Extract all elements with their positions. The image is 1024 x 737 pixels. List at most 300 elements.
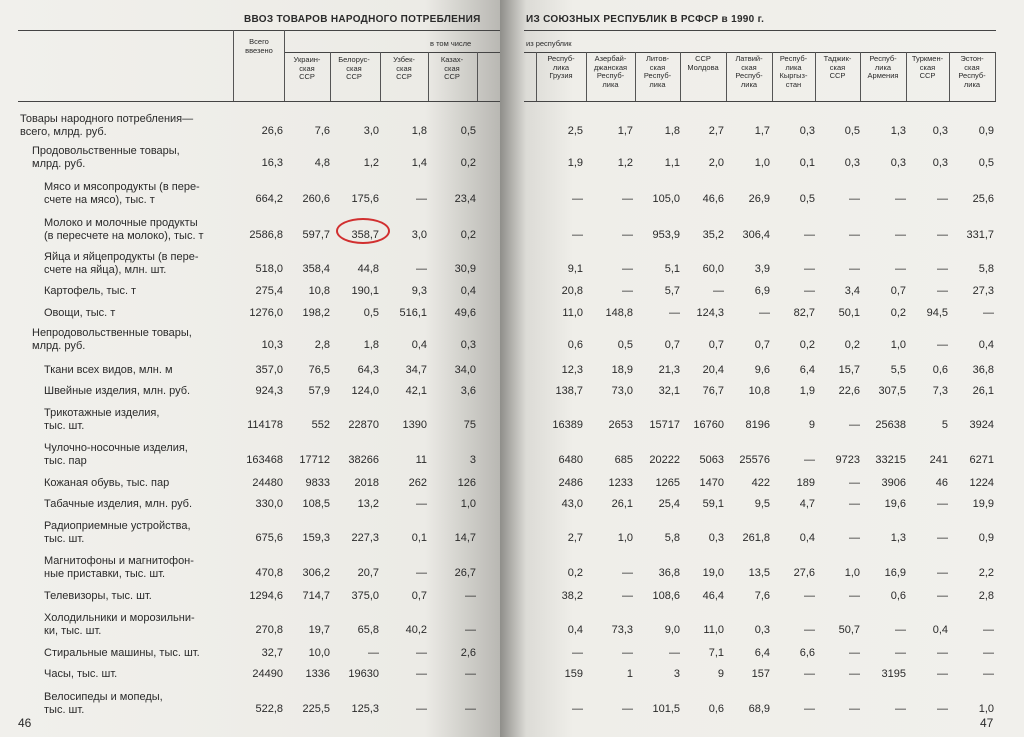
table-cell: 0,7 [754, 339, 770, 351]
table-cell: 189 [796, 477, 815, 489]
table-cell: 1,8 [411, 125, 427, 137]
table-cell: 175,6 [351, 193, 379, 205]
table-cell: 148,8 [605, 307, 633, 319]
table-cell: 1390 [402, 419, 427, 431]
table-cell: — [937, 567, 948, 579]
table-cell: — [622, 647, 633, 659]
table-cell: 108,6 [652, 590, 680, 602]
table-cell: 5,5 [890, 364, 906, 376]
table-cell: — [572, 703, 583, 715]
table-row-label: Товары народного потребления— всего, млрд. руб. [20, 113, 194, 138]
table-cell: 10,8 [308, 285, 330, 297]
table-cell: 1233 [608, 477, 633, 489]
table-cell: 522,8 [255, 703, 283, 715]
table-cell: 0,3 [844, 157, 860, 169]
table-cell: 6,6 [799, 647, 815, 659]
table-cell: 126 [457, 477, 476, 489]
table-cell: — [804, 229, 815, 241]
table-cell: 16760 [693, 419, 724, 431]
table-cell: 60,0 [702, 263, 724, 275]
table-cell: 0,3 [932, 125, 948, 137]
table-cell: 1,0 [978, 703, 994, 715]
left-page [0, 0, 500, 737]
table-cell: 1,0 [460, 498, 476, 510]
table-cell: — [465, 703, 476, 715]
table-cell: 0,7 [411, 590, 427, 602]
header-republic-column: Латвий- ская Респуб- лика [735, 54, 763, 89]
table-cell: 516,1 [399, 307, 427, 319]
table-cell: 19,0 [702, 567, 724, 579]
table-cell: 1,8 [363, 339, 379, 351]
table-cell: 5063 [699, 454, 724, 466]
table-cell: 0,1 [799, 157, 815, 169]
table-cell: 9,3 [411, 285, 427, 297]
table-cell: 1,2 [363, 157, 379, 169]
table-cell: 924,3 [255, 385, 283, 397]
table-cell: 1,0 [754, 157, 770, 169]
left-page-title: ВВОЗ ТОВАРОВ НАРОДНОГО ПОТРЕБЛЕНИЯ [244, 14, 481, 25]
table-cell: 0,6 [932, 364, 948, 376]
table-cell: 14,7 [454, 532, 476, 544]
table-cell: 105,0 [652, 193, 680, 205]
table-cell: 3 [673, 668, 680, 680]
table-cell: 262 [408, 477, 427, 489]
table-cell: 275,4 [255, 285, 283, 297]
table-row-label: Чулочно-носочные изделия, тыс. пар [44, 442, 188, 467]
table-cell: 26,1 [611, 498, 633, 510]
table-cell: 2,7 [567, 532, 583, 544]
table-cell: 11 [415, 454, 427, 466]
table-cell: 1,4 [411, 157, 427, 169]
table-cell: 32,7 [261, 647, 283, 659]
table-cell: 0,4 [799, 532, 815, 544]
table-cell: 3,0 [363, 125, 379, 137]
page-number-left: 46 [18, 716, 32, 730]
table-cell: — [416, 498, 427, 510]
table-cell: 10,0 [308, 647, 330, 659]
table-cell: 59,1 [702, 498, 724, 510]
table-cell: 20,7 [357, 567, 379, 579]
table-cell: — [804, 285, 815, 297]
header-republic-column: Туркмен- ская ССР [911, 54, 944, 80]
header-republic-column: Респуб- лика Грузия [547, 54, 575, 80]
table-cell: 3906 [881, 477, 906, 489]
table-cell: 1224 [969, 477, 994, 489]
table-cell: 82,7 [793, 307, 815, 319]
header-republic-column: Узбек- ская ССР [393, 55, 415, 81]
table-row-label: Ткани всех видов, млн. м [44, 364, 173, 376]
table-cell: 20,8 [561, 285, 583, 297]
table-cell: 125,3 [351, 703, 379, 715]
table-cell: 68,9 [748, 703, 770, 715]
table-cell: — [937, 285, 948, 297]
table-cell: 3,0 [411, 229, 427, 241]
table-cell: 10,3 [261, 339, 283, 351]
table-cell: 6480 [558, 454, 583, 466]
table-cell: 94,5 [926, 307, 948, 319]
table-cell: 75 [463, 419, 476, 431]
table-cell: 306,4 [742, 229, 770, 241]
table-cell: — [983, 624, 994, 636]
table-cell: 0,2 [460, 229, 476, 241]
table-cell: — [572, 193, 583, 205]
table-cell: 0,5 [363, 307, 379, 319]
table-cell: — [849, 193, 860, 205]
table-row-label: Яйца и яйцепродукты (в пере- счете на яйца), млн. шт. [44, 251, 199, 276]
table-cell: 15717 [649, 419, 680, 431]
table-cell: 22870 [348, 419, 379, 431]
table-cell: 1,0 [890, 339, 906, 351]
table-cell: 1,7 [617, 125, 633, 137]
table-row-label: Овощи, тыс. т [44, 307, 116, 319]
table-cell: — [622, 193, 633, 205]
table-cell: 331,7 [966, 229, 994, 241]
table-cell: 518,0 [255, 263, 283, 275]
table-cell: 1,0 [617, 532, 633, 544]
table-cell: 46,6 [702, 193, 724, 205]
table-cell: 1336 [305, 668, 330, 680]
table-cell: 9,5 [754, 498, 770, 510]
table-cell: 261,8 [742, 532, 770, 544]
table-cell: 13,5 [748, 567, 770, 579]
table-cell: — [983, 668, 994, 680]
table-cell: 0,4 [932, 624, 948, 636]
table-cell: 32,1 [658, 385, 680, 397]
table-cell: 2,5 [567, 125, 583, 137]
table-cell: 2,6 [460, 647, 476, 659]
table-row-label: Велосипеды и мопеды, тыс. шт. [44, 691, 163, 716]
table-cell: — [937, 703, 948, 715]
table-cell: 9,6 [754, 364, 770, 376]
table-cell: 0,2 [799, 339, 815, 351]
table-cell: 0,2 [844, 339, 860, 351]
table-cell: 1,2 [617, 157, 633, 169]
table-cell: — [622, 703, 633, 715]
table-cell: 36,8 [658, 567, 680, 579]
table-cell: — [622, 229, 633, 241]
table-cell: 1,1 [664, 157, 680, 169]
table-cell: — [895, 229, 906, 241]
table-cell: 0,3 [460, 339, 476, 351]
table-cell: 16,3 [261, 157, 283, 169]
table-cell: — [804, 624, 815, 636]
table-cell: 20,4 [702, 364, 724, 376]
table-cell: 8196 [745, 419, 770, 431]
page-number-right: 47 [980, 716, 994, 730]
table-cell: 24480 [252, 477, 283, 489]
table-cell: — [804, 668, 815, 680]
table-cell: 35,2 [702, 229, 724, 241]
table-cell: 21,3 [658, 364, 680, 376]
right-page [500, 0, 1024, 737]
table-cell: — [937, 647, 948, 659]
table-cell: 40,2 [405, 624, 427, 636]
table-cell: — [622, 590, 633, 602]
table-cell: — [572, 229, 583, 241]
table-cell: 0,3 [754, 624, 770, 636]
table-cell: — [895, 703, 906, 715]
table-cell: 1,3 [890, 125, 906, 137]
table-cell: 270,8 [255, 624, 283, 636]
table-cell: — [895, 263, 906, 275]
table-cell: — [937, 339, 948, 351]
table-cell: — [368, 647, 379, 659]
table-cell: 358,7 [351, 229, 379, 241]
table-cell: 1,8 [664, 125, 680, 137]
table-cell: 9 [717, 668, 724, 680]
table-cell: 675,6 [255, 532, 283, 544]
table-cell: 124,0 [351, 385, 379, 397]
table-cell: — [983, 307, 994, 319]
table-cell: 0,5 [799, 193, 815, 205]
header-republic-column: Респуб- лика Кыргыз- стан [779, 54, 808, 89]
table-cell: 2653 [608, 419, 633, 431]
table-cell: — [849, 263, 860, 275]
header-top-rule [524, 30, 996, 31]
table-cell: 114178 [247, 419, 283, 431]
table-cell: 6,4 [799, 364, 815, 376]
table-cell: — [937, 590, 948, 602]
table-cell: 5,7 [664, 285, 680, 297]
table-cell: 664,2 [255, 193, 283, 205]
table-cell: 26,6 [261, 125, 283, 137]
table-row-label: Табачные изделия, млн. руб. [44, 498, 193, 510]
table-cell: — [937, 532, 948, 544]
table-cell: 3 [469, 454, 476, 466]
table-cell: 42,1 [405, 385, 427, 397]
table-cell: 19,6 [884, 498, 906, 510]
table-cell: — [465, 624, 476, 636]
table-cell: 50,1 [838, 307, 860, 319]
table-cell: 26,1 [972, 385, 994, 397]
table-row-label: Магнитофоны и магнитофон- ные приставки, тыс. шт. [44, 555, 194, 580]
table-cell: 1265 [655, 477, 680, 489]
header-republic-column: Азербай- джанская Респуб- лика [593, 54, 628, 89]
table-cell: 0,9 [978, 125, 994, 137]
table-cell: 5 [941, 419, 948, 431]
table-cell: 0,2 [567, 567, 583, 579]
table-cell: 46 [935, 477, 948, 489]
table-cell: 36,8 [972, 364, 994, 376]
table-cell: — [804, 263, 815, 275]
table-cell: 2,8 [978, 590, 994, 602]
header-bottom-rule [524, 101, 996, 102]
table-cell: — [713, 285, 724, 297]
table-cell: — [804, 703, 815, 715]
table-row-label: Молоко и молочные продукты (в пересчете на молоко), тыс. т [44, 217, 204, 242]
table-cell: 43,0 [561, 498, 583, 510]
table-cell: 73,3 [611, 624, 633, 636]
table-cell: — [804, 454, 815, 466]
table-cell: 101,5 [652, 703, 680, 715]
table-cell: — [572, 647, 583, 659]
table-cell: 0,5 [460, 125, 476, 137]
table-cell: 1294,6 [249, 590, 283, 602]
table-cell: 470,8 [255, 567, 283, 579]
table-cell: 34,7 [405, 364, 427, 376]
table-cell: 9833 [305, 477, 330, 489]
table-cell: 26,7 [454, 567, 476, 579]
table-cell: 159,3 [302, 532, 330, 544]
table-cell: 20222 [649, 454, 680, 466]
table-cell: 3,4 [844, 285, 860, 297]
table-cell: 22,6 [838, 385, 860, 397]
table-cell: 0,4 [978, 339, 994, 351]
table-cell: 714,7 [302, 590, 330, 602]
table-cell: 10,8 [748, 385, 770, 397]
table-cell: 0,7 [664, 339, 680, 351]
table-cell: — [669, 647, 680, 659]
header-republic-column: Украин- ская ССР [293, 55, 321, 81]
table-cell: — [937, 668, 948, 680]
table-cell: 159 [564, 668, 583, 680]
table-cell: — [465, 668, 476, 680]
table-cell: — [937, 229, 948, 241]
table-cell: 38266 [348, 454, 379, 466]
table-cell: 16389 [552, 419, 583, 431]
table-cell: — [849, 229, 860, 241]
table-cell: 225,5 [302, 703, 330, 715]
table-cell: 9,0 [664, 624, 680, 636]
header-republic-column: Эстон- ская Респуб- лика [958, 54, 986, 89]
table-cell: 76,7 [702, 385, 724, 397]
table-cell: 3195 [881, 668, 906, 680]
table-cell: 0,5 [844, 125, 860, 137]
table-cell: 198,2 [302, 307, 330, 319]
table-cell: 1,3 [890, 532, 906, 544]
table-cell: 0,6 [708, 703, 724, 715]
table-cell: 6,4 [754, 647, 770, 659]
header-republic-column: Казах- ская ССР [440, 55, 464, 81]
table-cell: 25,6 [972, 193, 994, 205]
table-cell: — [937, 263, 948, 275]
table-cell: 2018 [354, 477, 379, 489]
header-col-divider [995, 52, 996, 101]
table-cell: — [937, 498, 948, 510]
header-republic-column: ССР Молдова [687, 54, 719, 72]
table-cell: — [849, 703, 860, 715]
table-cell: — [849, 668, 860, 680]
table-cell: 9723 [835, 454, 860, 466]
table-row-label: Часы, тыс. шт. [44, 668, 118, 680]
table-cell: 0,3 [799, 125, 815, 137]
table-row-label: Швейные изделия, млн. руб. [44, 385, 191, 397]
table-cell: 7,1 [708, 647, 724, 659]
table-row-label: Радиоприемные устройства, тыс. шт. [44, 520, 191, 545]
table-cell: 685 [614, 454, 633, 466]
table-cell: 0,5 [978, 157, 994, 169]
table-cell: 23,4 [454, 193, 476, 205]
table-row-label: Мясо и мясопродукты (в пере- счете на мясо), тыс. т [44, 181, 200, 206]
table-cell: — [849, 477, 860, 489]
table-cell: 0,4 [567, 624, 583, 636]
table-cell: 1,9 [799, 385, 815, 397]
table-cell: — [895, 624, 906, 636]
table-cell: 0,6 [890, 590, 906, 602]
table-cell: 0,7 [890, 285, 906, 297]
table-row-label: Кожаная обувь, тыс. пар [44, 477, 170, 489]
table-cell: — [416, 668, 427, 680]
table-cell: 1,0 [844, 567, 860, 579]
table-cell: 44,8 [357, 263, 379, 275]
table-cell: — [416, 703, 427, 715]
table-row-label: Продовольственные товары, млрд. руб. [32, 145, 180, 170]
table-cell: 46,4 [702, 590, 724, 602]
table-cell: 19,7 [308, 624, 330, 636]
table-cell: — [849, 647, 860, 659]
table-cell: 11,0 [703, 624, 724, 636]
table-cell: 2486 [558, 477, 583, 489]
table-cell: 375,0 [351, 590, 379, 602]
table-cell: 260,6 [302, 193, 330, 205]
table-cell: 5,8 [664, 532, 680, 544]
table-cell: 27,6 [793, 567, 815, 579]
table-cell: 0,2 [460, 157, 476, 169]
table-cell: — [849, 419, 860, 431]
table-cell: 7,6 [314, 125, 330, 137]
table-cell: 0,4 [460, 285, 476, 297]
table-cell: 11,0 [562, 307, 583, 319]
header-republic-column: Респуб- лика Армения [867, 54, 899, 80]
table-cell: 3924 [969, 419, 994, 431]
table-cell: 27,3 [972, 285, 994, 297]
table-cell: 307,5 [878, 385, 906, 397]
table-cell: — [465, 590, 476, 602]
table-cell: 190,1 [351, 285, 379, 297]
table-cell: 1 [626, 668, 633, 680]
table-cell: 19630 [348, 668, 379, 680]
highlight-circle [336, 218, 390, 244]
table-cell: 38,2 [561, 590, 583, 602]
table-row-label: Картофель, тыс. т [44, 285, 137, 297]
table-cell: — [622, 567, 633, 579]
table-cell: 1276,0 [249, 307, 283, 319]
table-cell: — [849, 590, 860, 602]
table-cell: 953,9 [652, 229, 680, 241]
table-cell: 0,6 [567, 339, 583, 351]
table-row-label: Холодильники и морозильни- ки, тыс. шт. [44, 612, 195, 637]
table-cell: 15,7 [838, 364, 860, 376]
header-bottom-rule [18, 101, 500, 102]
table-cell: 73,0 [611, 385, 633, 397]
table-cell: 4,7 [799, 498, 815, 510]
header-including: в том числе [430, 39, 472, 48]
table-cell: 330,0 [255, 498, 283, 510]
table-cell: 9 [808, 419, 815, 431]
table-cell: — [937, 193, 948, 205]
table-row-label: Непродовольственные товары, млрд. руб. [32, 327, 192, 352]
table-cell: 12,3 [561, 364, 583, 376]
table-cell: 0,1 [411, 532, 427, 544]
table-cell: 422 [751, 477, 770, 489]
table-cell: 2,8 [314, 339, 330, 351]
table-cell: 0,9 [978, 532, 994, 544]
table-cell: 2586,8 [249, 229, 283, 241]
table-cell: 138,7 [555, 385, 583, 397]
table-cell: 16,9 [884, 567, 906, 579]
table-cell: — [849, 498, 860, 510]
table-cell: 5,1 [664, 263, 680, 275]
table-cell: 49,6 [454, 307, 476, 319]
table-row-label: Стиральные машины, тыс. шт. [44, 647, 200, 659]
table-cell: 1,9 [567, 157, 583, 169]
table-cell: 6,9 [754, 285, 770, 297]
table-cell: — [804, 590, 815, 602]
table-cell: — [895, 193, 906, 205]
table-cell: 76,5 [308, 364, 330, 376]
table-cell: — [849, 532, 860, 544]
table-cell: 4,8 [314, 157, 330, 169]
